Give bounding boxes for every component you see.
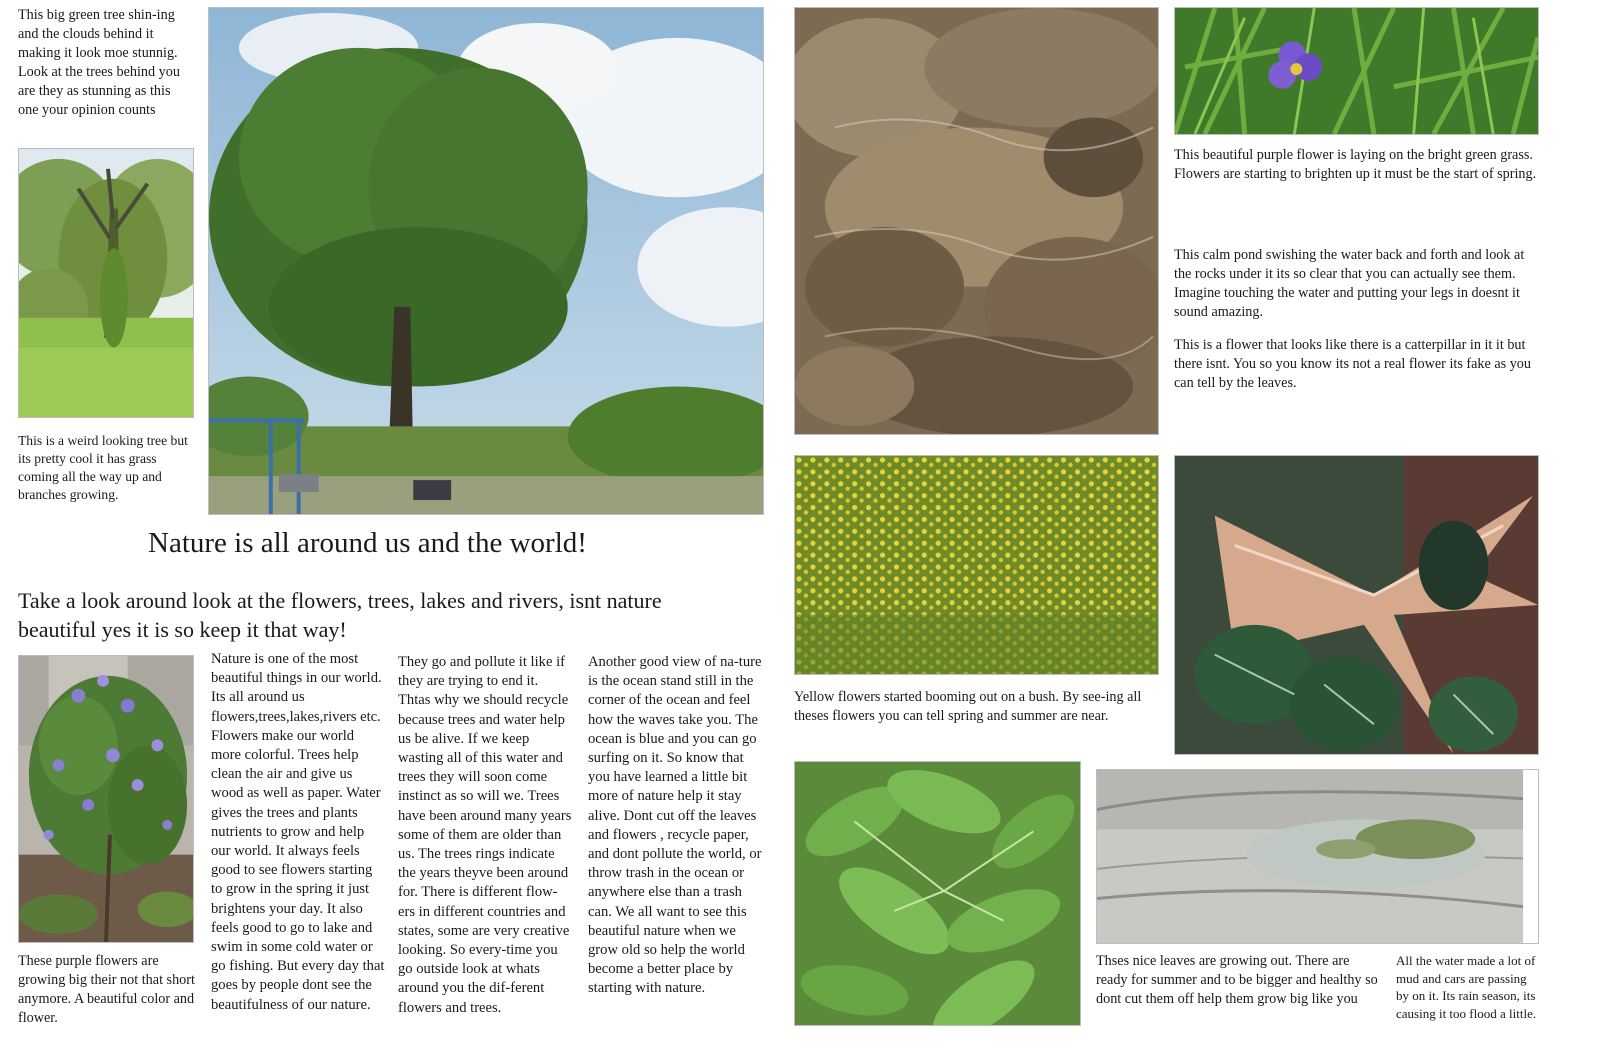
caption-mud: All the water made a lot of mud and cars are passing by on it. Its rain season, its causing it too flood a little. (1396, 953, 1537, 1021)
article-column-2: They go and pollute it like if they are trying to end it. Thtas why we should recycle because trees and water help us be alive. If we keep wasting all of this water and trees they will soon come instinct as so will we. Trees have been around many years some of them are older than us. The trees rings indicate the years theyve been around for. There is different flow-ers in different countries and states, some are very creative looking. So every-time you go outside look at whats around you the dif-ferent flowers and trees. (398, 654, 572, 1016)
headline: Nature is all around us and the world! (148, 527, 587, 559)
subheadline: Take a look around look at the flowers, trees, lakes and rivers, isnt nature beautiful yes it is so keep it that way! (18, 588, 662, 642)
caption-purple-flower: This beautiful purple flower is laying on the bright green grass. Flowers are starting to brighten up it must be the start of spring. (1174, 147, 1537, 182)
caption-pond: This calm pond swishing the water back and forth and look at the rocks under it its so clear that you can actually see them. Imagine touching the water and putting your legs in doesnt it sound amazing. (1174, 247, 1525, 320)
photo-weird-tree (18, 148, 194, 418)
photo-pond (794, 7, 1159, 435)
photo-green-leaves (794, 761, 1081, 1026)
photo-yellow-flowers (794, 455, 1159, 675)
caption-weird-tree: This is a weird looking tree but its pretty cool it has grass coming all the way up and branches growing. (18, 433, 188, 502)
caption-catterpillar-flower: This is a flower that looks like there is a catterpillar in it it but there isnt. You so you know its not a real flower its fake as you can tell by the leaves. (1174, 337, 1531, 391)
caption-big-tree: This big green tree shin-ing and the clouds behind it making it look moe stunnig. Look at the trees behind you are they as stunning as this one your opinion counts (18, 7, 180, 118)
article-column-3: Another good view of na-ture is the ocean stand still in the corner of the ocean and feel how the waves take you. The ocean is blue and you can go surfing on it. So know that you have learned a little bit more of nature help it stay alive. Dont cut off the leaves and flowers , recycle paper, and dont pollute the world, or throw trash in the ocean or anywhere else than a trash can. We all want to see this beautiful nature when we grow old so help the world become a better place by starting with nature. (588, 654, 762, 997)
photo-fake-leaves (1174, 455, 1539, 755)
caption-leaves: Thses nice leaves are growing out. There are ready for summer and to be bigger and healthy so dont cut them off help them grow big like you (1096, 953, 1378, 1007)
photo-mud (1096, 769, 1539, 944)
article-column-1: Nature is one of the most beautiful things in our world. Its all around us flowers,trees,lakes,rivers etc. Flowers make our world more colorful. Trees help clean the air and give us wood as well as paper. Water gives the trees and plants nutrients to grow and help our world. It always feels good to see flowers starting to grow in the spring it just brightens your day. It also feels good to go to lake and swim in some cold water or go fishing. But every day that goes by people dont see the beautifulness of our nature. (211, 651, 385, 1013)
caption-purple-bush: These purple flowers are growing big their not that short anymore. A beautiful color and flower. (18, 953, 195, 1026)
photo-purple-flower (1174, 7, 1539, 135)
photo-purple-bush (18, 655, 194, 943)
caption-yellow-flowers: Yellow flowers started booming out on a bush. By see-ing all theses flowers you can tell spring and summer are near. (794, 689, 1142, 724)
photo-big-tree (208, 7, 764, 515)
